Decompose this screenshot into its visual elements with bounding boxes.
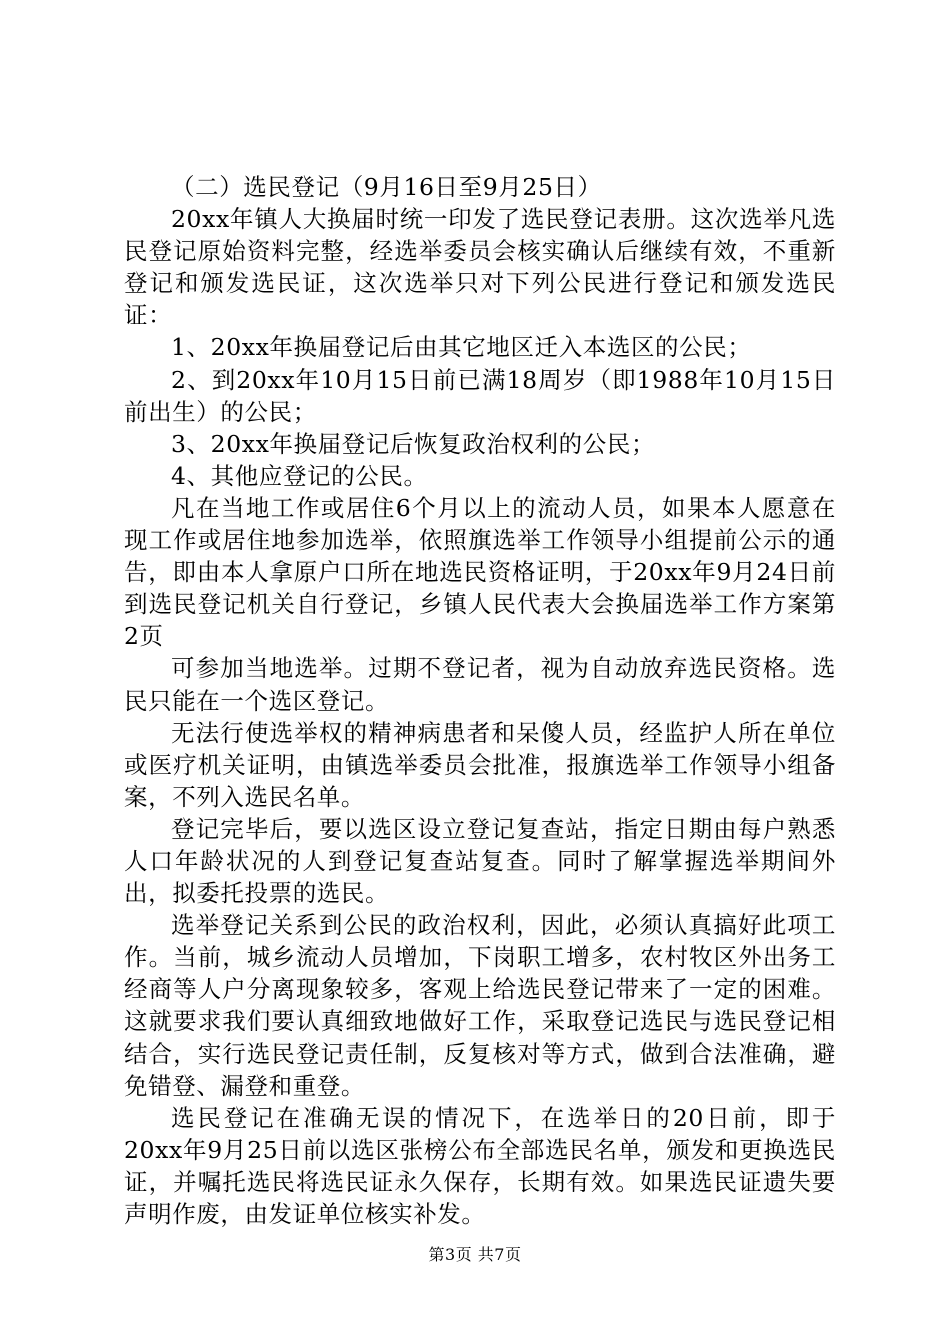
list-item-4: 4、其他应登记的公民。: [171, 461, 428, 490]
paragraph-voter-certificate: 选民登记在准确无误的情况下，在选举日的20日前，即于20xx年9月25日前以选区张榜公布全部选民名单，颁发和更换选民证，并嘱托选民将选民证永久保存，长期有效。如果选民证遗失要声明作废，由发证单位核实补发。: [124, 1103, 836, 1228]
paragraph-review-station: 登记完毕后，要以选区设立登记复查站，指定日期由每户熟悉人口年龄状况的人到登记复查站复查。同时了解掌握选举期间外出，拟委托投票的选民。: [124, 814, 836, 908]
paragraph-floating-population: 凡在当地工作或居住6个月以上的流动人员，如果本人愿意在现工作或居住地参加选举，依照旗选举工作领导小组提前公示的通告，即由本人拿原户口所在地选民资格证明，于20xx年9月24日前到选民登记机关自行登记，乡镇人民代表大会换届选举工作方案第2页: [124, 493, 836, 651]
list-item-1: 1、20xx年换届登记后由其它地区迁入本选区的公民；: [171, 333, 752, 362]
page-number-footer: 第3页 共7页: [428, 1245, 522, 1264]
paragraph-local-election: 可参加当地选举。过期不登记者，视为自动放弃选民资格。选民只能在一个选区登记。: [124, 654, 836, 715]
list-item-2: 2、到20xx年10月15日前已满18周岁（即1988年10月15日前出生）的公民；: [124, 365, 836, 426]
list-item-3: 3、20xx年换届登记后恢复政治权利的公民；: [171, 429, 656, 458]
paragraph-registration-work: 选举登记关系到公民的政治权利，因此，必须认真搞好此项工作。当前，城乡流动人员增加，下岗职工增多，农村牧区外出务工经商等人户分离现象较多，客观上给选民登记带来了一定的困难。这就要求我们要认真细致地做好工作，采取登记选民与选民登记相结合，实行选民登记责任制，反复核对等方式，做到合法准确，避免错登、漏登和重登。: [124, 911, 836, 1100]
paragraph-exclusions: 无法行使选举权的精神病患者和呆傻人员，经监护人所在单位或医疗机关证明，由镇选举委员会批准，报旗选举工作领导小组备案，不列入选民名单。: [124, 718, 836, 811]
section-heading: （二）选民登记（9月16日至9月25日）: [171, 173, 602, 201]
paragraph-intro: 20xx年镇人大换届时统一印发了选民登记表册。这次选举凡选民登记原始资料完整，经选举委员会核实确认后继续有效，不重新登记和颁发选民证，这次选举只对下列公民进行登记和颁发选民证：: [124, 205, 836, 330]
document-body: [124, 171, 836, 1230]
